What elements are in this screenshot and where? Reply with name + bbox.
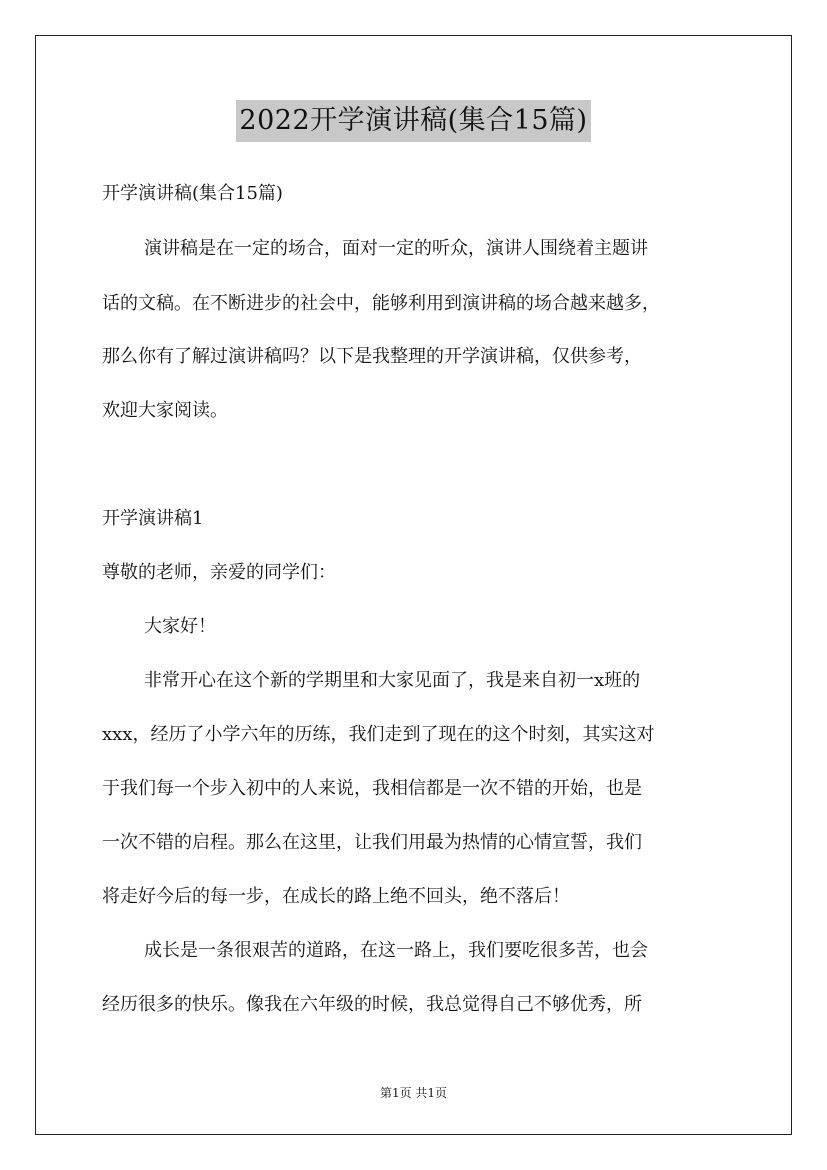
paragraph-line: 经历很多的快乐。像我在六年级的时候，我总觉得自己不够优秀，所 xyxy=(102,994,642,1015)
section-heading: 开学演讲稿1 xyxy=(102,508,204,529)
greeting: 大家好！ xyxy=(144,616,216,637)
paragraph-line: xxx，经历了小学六年的历练，我们走到了现在的这个时刻，其实这对 xyxy=(102,724,655,745)
paragraph-line: 非常开心在这个新的学期里和大家见面了，我是来自初一x班的 xyxy=(144,670,641,691)
intro-line: 欢迎大家阅读。 xyxy=(102,400,228,421)
subtitle: 开学演讲稿(集合15篇) xyxy=(102,183,283,204)
intro-line: 演讲稿是在一定的场合，面对一定的听众，演讲人围绕着主题讲 xyxy=(144,238,648,259)
paragraph-line: 一次不错的启程。那么在这里，让我们用最为热情的心情宣誓，我们 xyxy=(102,832,642,853)
document-title: 2022开学演讲稿(集合15篇) xyxy=(236,100,590,142)
page-footer: 第1页 共1页 xyxy=(379,1086,448,1100)
paragraph-line: 于我们每一个步入初中的人来说，我相信都是一次不错的开始，也是 xyxy=(102,778,642,799)
paragraph-line: 将走好今后的每一步，在成长的路上绝不回头，绝不落后！ xyxy=(102,886,570,907)
intro-line: 那么你有了解过演讲稿吗？以下是我整理的开学演讲稿，仅供参考， xyxy=(102,346,642,367)
paragraph-line: 成长是一条很艰苦的道路，在这一路上，我们要吃很多苦，也会 xyxy=(144,940,648,961)
salutation: 尊敬的老师，亲爱的同学们： xyxy=(102,562,336,583)
intro-line: 话的文稿。在不断进步的社会中，能够利用到演讲稿的场合越来越多， xyxy=(102,293,660,314)
title-container xyxy=(0,100,827,142)
